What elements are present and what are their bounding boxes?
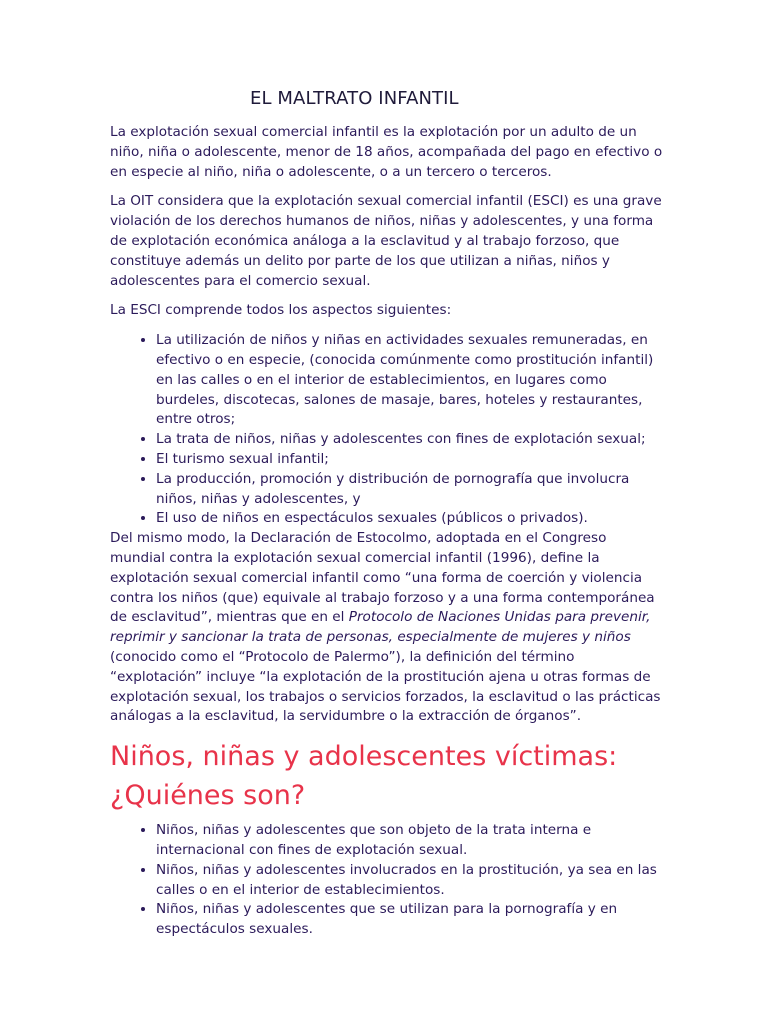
protocol-title: Protocolo de Naciones Unidas para prevenir, reprimir y sancionar la trata de personas, especialmente de mujeres y niños — [110, 609, 651, 646]
list-item: • El uso de niños en espectáculos sexuales (públicos o privados). — [156, 509, 665, 529]
list-item: • La trata de niños, niñas y adolescentes con fines de explotación sexual; — [156, 430, 665, 450]
paragraph-definition: La explotación sexual comercial infantil es la explotación por un adulto de un niño, niña o adolescente, menor de 18 años, acompañada del pago en efectivo o en especie al niño, niña o adolescente, o a un tercero o terceros. — [110, 124, 663, 180]
document-body — [110, 123, 665, 940]
document-title: EL MALTRATO INFANTIL — [250, 88, 459, 109]
esci-aspects-list — [110, 331, 665, 529]
list-item: • Niños, niñas y adolescentes que son objeto de la trata interna e internacional con fines de explotación sexual. — [156, 821, 665, 861]
paragraph-esci-intro: La ESCI comprende todos los aspectos siguientes: — [110, 302, 452, 319]
list-item: • La utilización de niños y niñas en actividades sexuales remuneradas, en efectivo o en especie, (conocida comúnmente como prostitución infantil) en las calles o en el interior de establecimientos, en lugares como burdeles, discotecas, salones de masaje, bares, hoteles y restaurantes, entre otros; — [156, 331, 665, 430]
victims-list — [110, 821, 665, 940]
paragraph-oit: La OIT considera que la explotación sexual comercial infantil (ESCI) es una grave violación de los derechos humanos de niños, niñas y adolescentes, y una forma de explotación económica análoga a la esclavitud y al trabajo forzoso, que constituye además un delito por parte de los que utilizan a niñas, niños y adolescentes para el comercio sexual. — [110, 193, 662, 289]
list-item: • Niños, niñas y adolescentes involucrados en la prostitución, ya sea en las calles o en el interior de establecimientos. — [156, 861, 665, 901]
list-item: • El turismo sexual infantil; — [156, 450, 665, 470]
stockholm-text-part2: (conocido como el “Protocolo de Palermo”), la definición del término “explotación” incluye “la explotación de la prostitución ajena u otras formas de explotación sexual, los trabajos o servicios forzados, la esclavitud o las prácticas análogas a la esclavitud, la servidumbre o la extracción de órganos”. — [110, 648, 661, 725]
list-item: • Niños, niñas y adolescentes que se utilizan para la pornografía y en espectáculos sexuales. — [156, 900, 665, 940]
list-item: • La producción, promoción y distribución de pornografía que involucra niños, niñas y adolescentes, y — [156, 470, 665, 510]
section-heading-victims: Niños, niñas y adolescentes víctimas: ¿Quiénes son? — [110, 741, 618, 812]
stockholm-text-part1: Del mismo modo, la Declaración de Estocolmo, adoptada en el Congreso mundial contra la explotación sexual comercial infantil (1996), define la explotación sexual comercial infantil como “una forma de coerción y violencia contra los niños (que) equivale al trabajo forzoso y a una forma contemporánea de esclavitud”, mientras que en el — [110, 530, 655, 626]
paragraph-stockholm — [110, 529, 665, 727]
